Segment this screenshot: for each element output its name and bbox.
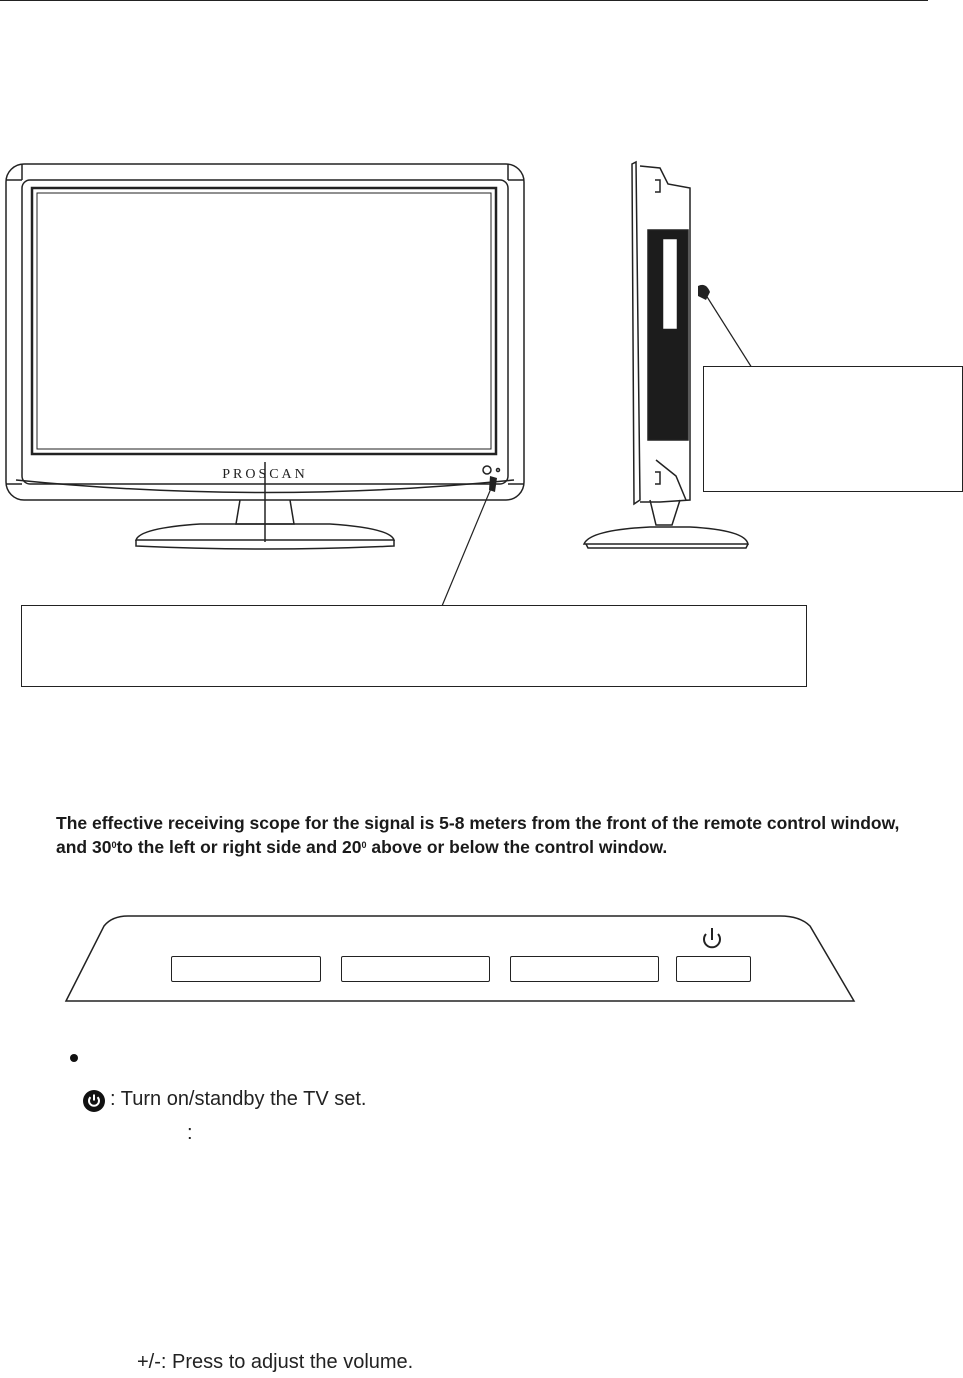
bullet — [70, 1054, 78, 1062]
front-leader-line — [442, 486, 492, 606]
volume-description: +/-: Press to adjust the volume. — [137, 1351, 414, 1373]
power-description: : Turn on/standby the TV set. — [110, 1088, 367, 1110]
power-icon — [704, 928, 720, 947]
tv-side-base — [584, 527, 748, 544]
tv-front-view — [6, 164, 524, 549]
remote-sensor — [483, 466, 491, 474]
brand-logo: PROSCAN — [222, 467, 308, 482]
front-callout-box — [21, 605, 807, 687]
tv-front-bezel — [6, 164, 524, 500]
panel-button-2[interactable] — [341, 956, 490, 982]
panel-button-power[interactable] — [676, 956, 751, 982]
panel-button-3[interactable] — [510, 956, 659, 982]
receiving-scope-text: The effective receiving scope for the signal is 5-8 meters from the front of the remote control window, and $30^0to$ the left or right side and $20^0$ above or below the control window. — [56, 813, 900, 857]
panel-button-1[interactable] — [171, 956, 321, 982]
side-callout-box — [703, 366, 963, 492]
power-icon — [82, 1089, 106, 1113]
side-leader-line — [704, 292, 752, 368]
colon-description: : — [187, 1122, 193, 1144]
tv-front-screen — [32, 188, 496, 454]
